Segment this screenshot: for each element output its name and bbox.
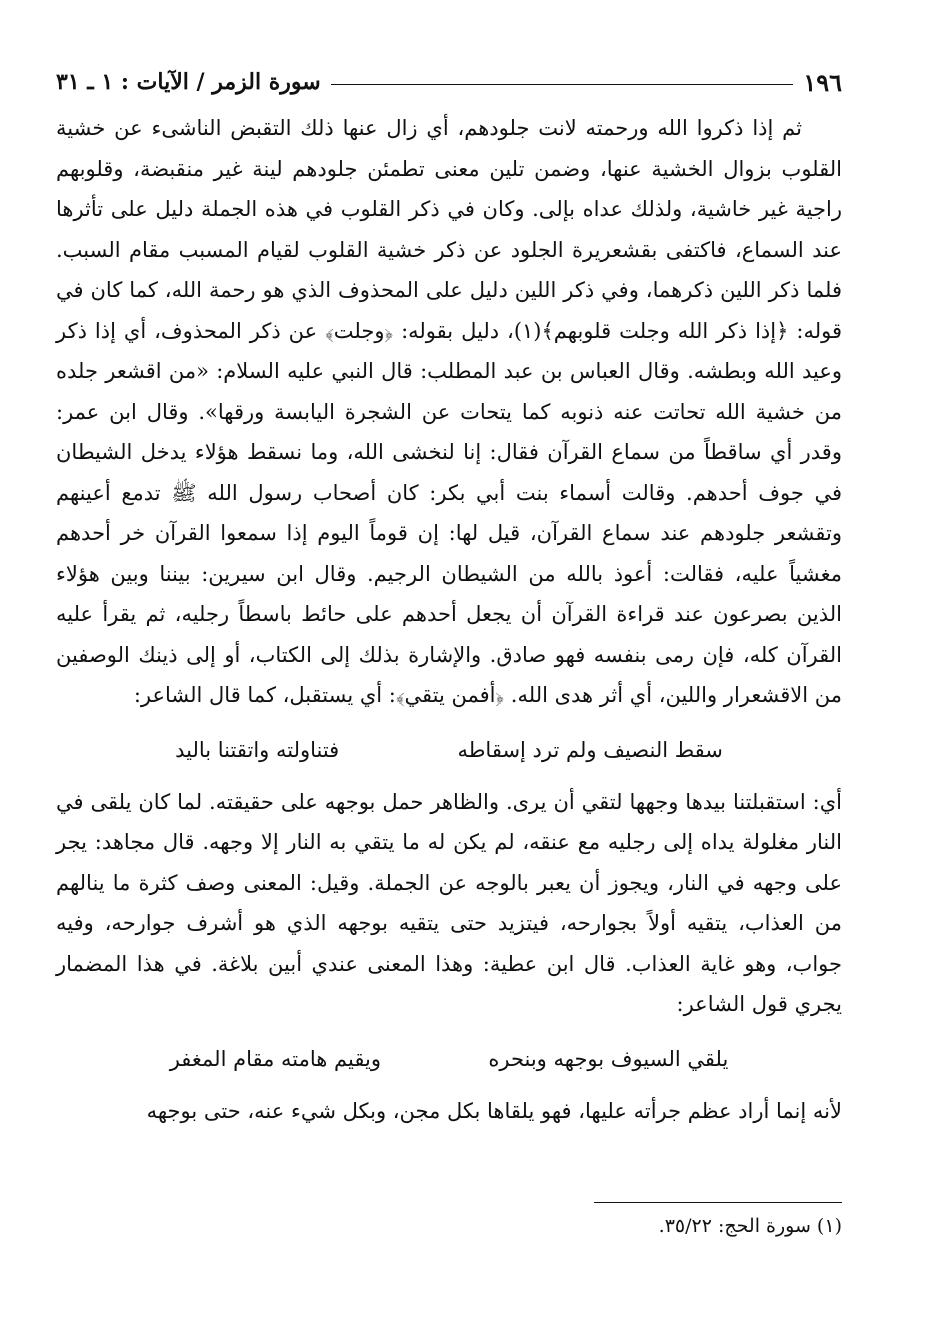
paragraph: لأنه إنما أراد عظم جرأته عليها، فهو يلقاها بكل مجن، وبكل شيء عنه، حتى بوجهه xyxy=(146,1098,842,1123)
page-number: ١٩٦ xyxy=(803,67,842,97)
paragraph: أي: استقبلتنا بيدها وجهها لتقي أن يرى. والظاهر حمل بوجهه على حقيقته. لما كان يلقى في النار مغلولة يداه إلى رجليه مع عنقه، لم يكن له ما يتقي به النار إلا وجهه. قال مجاهد: يجر على وجهه في النار، ويجوز أن يعبر بالوجه عن الجملة. وقيل: المعنى وصف كثرة ما ينالهم من العذاب، يتقيه أولاً بجوارحه، فيتزيد حتى يتقيه بوجهه الذي هو أشرف جوارحه، وفيه جواب، وهو غاية العذاب. قال ابن عطية: وهذا المعنى عندي أبين بلاغة. في هذا المضمار يجري قول الشاعر: xyxy=(56,789,842,1016)
verse-hemistich: سقط النصيف ولم ترد إسقاطه xyxy=(457,737,723,762)
section-title: سورة الزمر / الآيات : ١ ـ ٣١ xyxy=(56,69,321,95)
verse-hemistich: فتناولته واتقتنا باليد xyxy=(175,737,340,762)
footnote-rule xyxy=(594,1202,842,1203)
verse-line xyxy=(116,1037,782,1081)
footnote: (١) سورة الحج: ٣٥/٢٢. xyxy=(658,1215,842,1237)
verse-hemistich: يلقي السيوف بوجهه وبنحره xyxy=(488,1046,729,1071)
verse-hemistich: ويقيم هامته مقام المغفر xyxy=(169,1046,381,1071)
book-page xyxy=(56,62,842,1292)
page-header xyxy=(56,62,842,102)
paragraph: ثم إذا ذكروا الله ورحمته لانت جلودهم، أي زال عنها ذلك التقبض الناشىء عن خشية القلوب بزوال الخشية عنها، وضمن تلين معنى تطمئن جلودهم لينة غير منقبضة، وقلوبهم راجية غير خاشية، ولذلك عداه بإلى. وكان في ذكر القلوب في هذه الجملة دليل على تأثرها عند السماع، فاكتفى بقشعريرة الجلود عن ذكر خشية القلوب لقيام المسبب مقام السبب. فلما ذكر اللين ذكرهما، وفي ذكر اللين دليل على المحذوف الذي هو رحمة الله، كما كان في قوله: ﴿إذا ذكر الله وجلت قلوبهم﴾(١)، دليل بقوله: ﴿وجلت﴾ عن ذكر المحذوف، أي إذا ذكر وعيد الله وبطشه. وقال العباس بن عبد المطلب: قال النبي عليه السلام: «من اقشعر جلده من خشية الله تحاتت عنه ذنوبه كما يتحات عن الشجرة اليابسة ورقها». وقال ابن عمر: وقدر أي ساقطاً من سماع القرآن فقال: إنا لنخشى الله، وما نسقط هؤلاء يدخل الشيطان في جوف أحدهم. وقالت أسماء بنت أبي بكر: كان أصحاب رسول الله ﷺ تدمع أعينهم وتقشعر جلودهم عند سماع القرآن، قيل لها: إن قوماً اليوم إذا سمعوا القرآن خر أحدهم مغشياً عليه، فقالت: أعوذ بالله من الشيطان الرجيم. وقال ابن سيرين: بيننا وبين هؤلاء الذين بصرعون عند قراءة القرآن أن يجعل أحدهم على حائط باسطاً رجليه، ثم يقرأ عليه القرآن كله، فإن رمى بنفسه فهو صادق. والإشارة بذلك إلى الكتاب، أو إلى ذينك الوصفين من الاقشعرار واللين، أي أثر هدى الله. ﴿أفمن يتقي﴾: أي يستقبل، كما قال الشاعر: xyxy=(56,116,842,707)
header-rule xyxy=(331,84,794,85)
page-body xyxy=(56,108,842,1131)
verse-line xyxy=(116,728,782,772)
